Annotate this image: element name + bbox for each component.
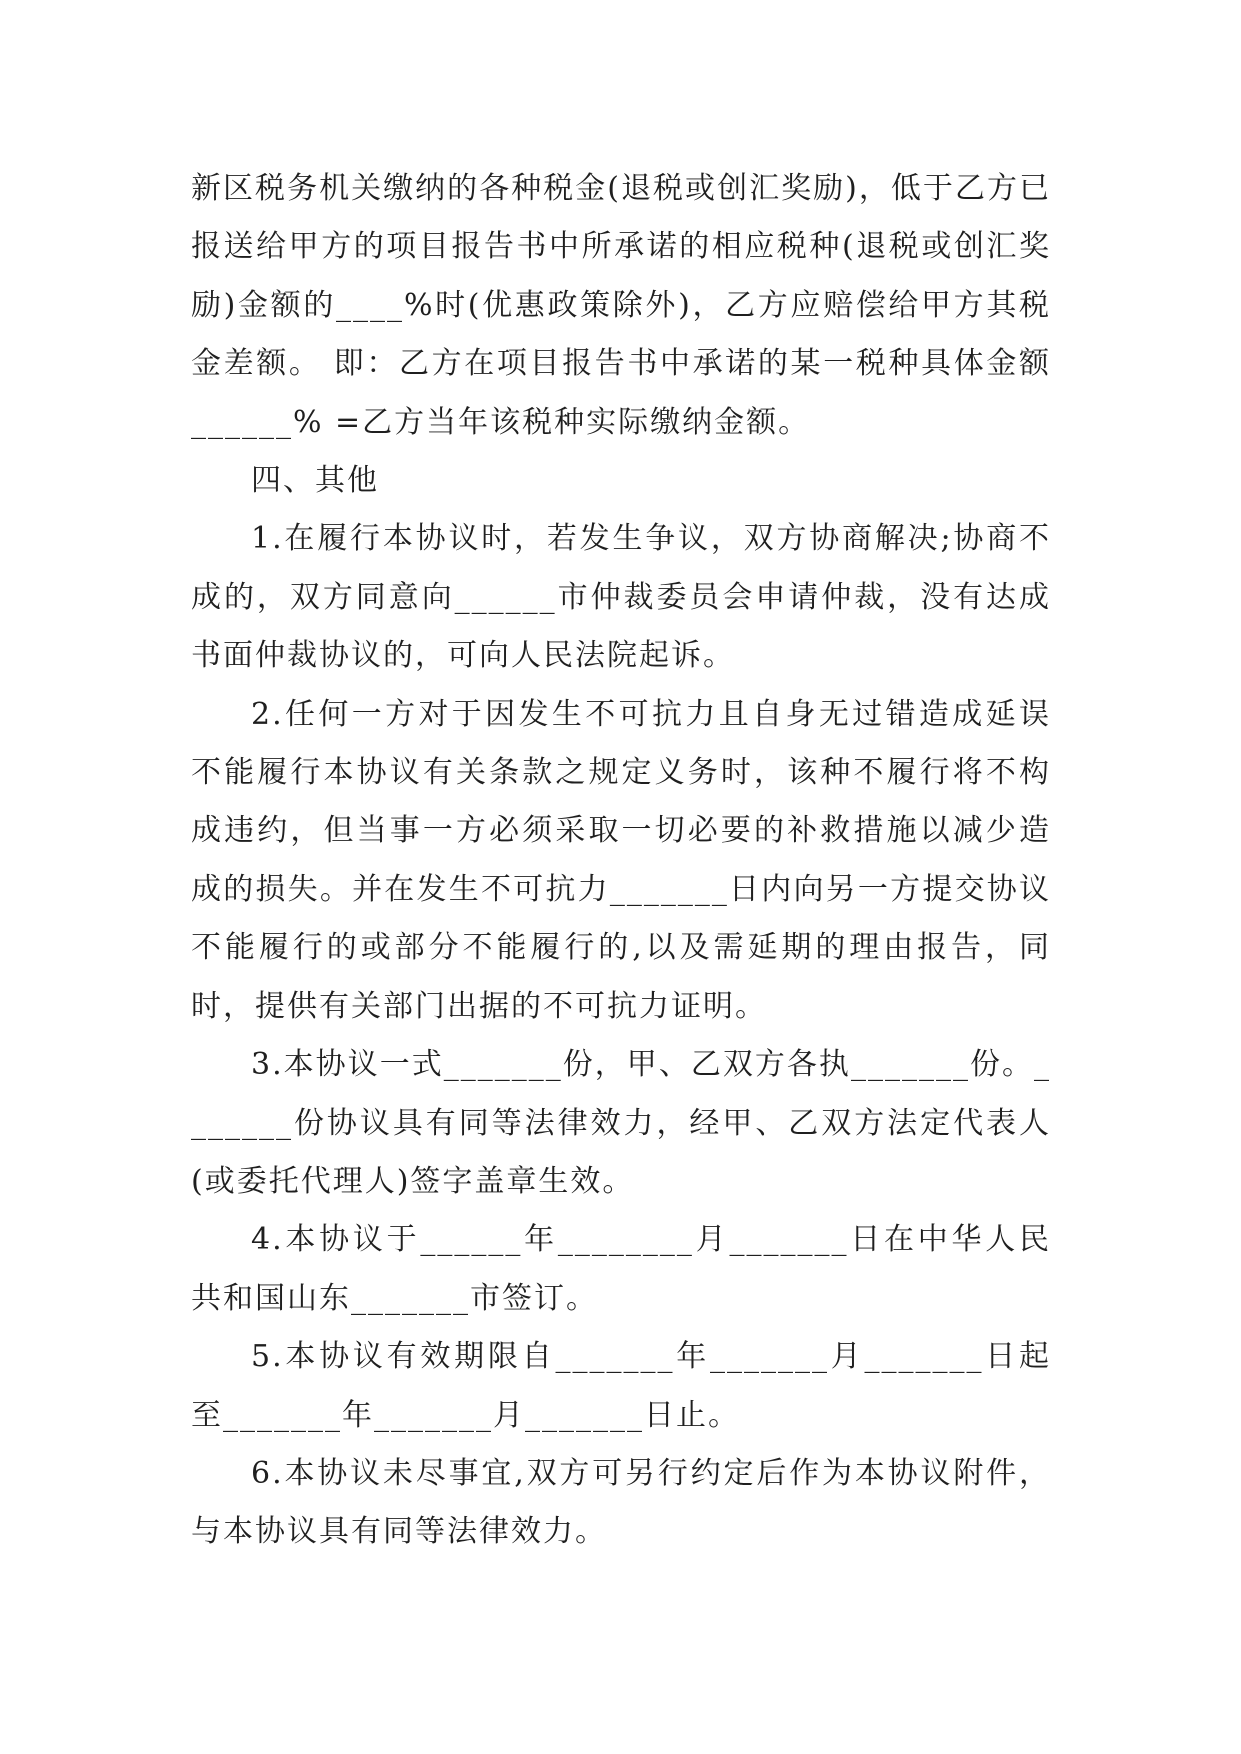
paragraph-clause-5: 5.本协议有效期限自_______年_______月_______日起至_______年_______月_______日止。: [191, 1339, 1051, 1433]
paragraph-tax-clause-continuation: 新区税务机关缴纳的各种税金(退税或创汇奖励)，低于乙方已报送给甲方的项目报告书中所承诺的相应税种(退税或创汇奖励)金额的____%时(优惠政策除外)，乙方应赔偿给甲方其税金差额。 即：乙方在项目报告书中承诺的某一税种具体金额______% =乙方当年该税种实际缴纳金额。: [191, 171, 1051, 440]
paragraph-clause-4: 4.本协议于______年________月_______日在中华人民共和国山东_______市签订。: [191, 1222, 1051, 1316]
paragraph-clause-6: 6.本协议未尽事宜,双方可另行约定后作为本协议附件，与本协议具有同等法律效力。: [191, 1455, 1051, 1550]
section-heading-other: 四、其他: [251, 463, 379, 499]
paragraph-clause-3: 3.本协议一式_______份，甲、乙双方各执_______份。_______份协议具有同等法律效力，经甲、乙双方法定代表人(或委托代理人)签字盖章生效。: [191, 1047, 1051, 1199]
paragraph-clause-1: 1.在履行本协议时，若发生争议，双方协商解决;协商不成的，双方同意向______市仲裁委员会申请仲裁，没有达成书面仲裁协议的，可向人民法院起诉。: [191, 521, 1051, 674]
paragraph-clause-2: 2.任何一方对于因发生不可抗力且自身无过错造成延误不能履行本协议有关条款之规定义务时，该种不履行将不构成违约，但当事一方必须采取一切必要的补救措施以减少造成的损失。并在发生不可抗力_______日内向另一方提交协议不能履行的或部分不能履行的,以及需延期的理由报告，同时，提供有关部门出据的不可抗力证明。: [191, 696, 1051, 1024]
document-body: [191, 160, 1051, 1562]
